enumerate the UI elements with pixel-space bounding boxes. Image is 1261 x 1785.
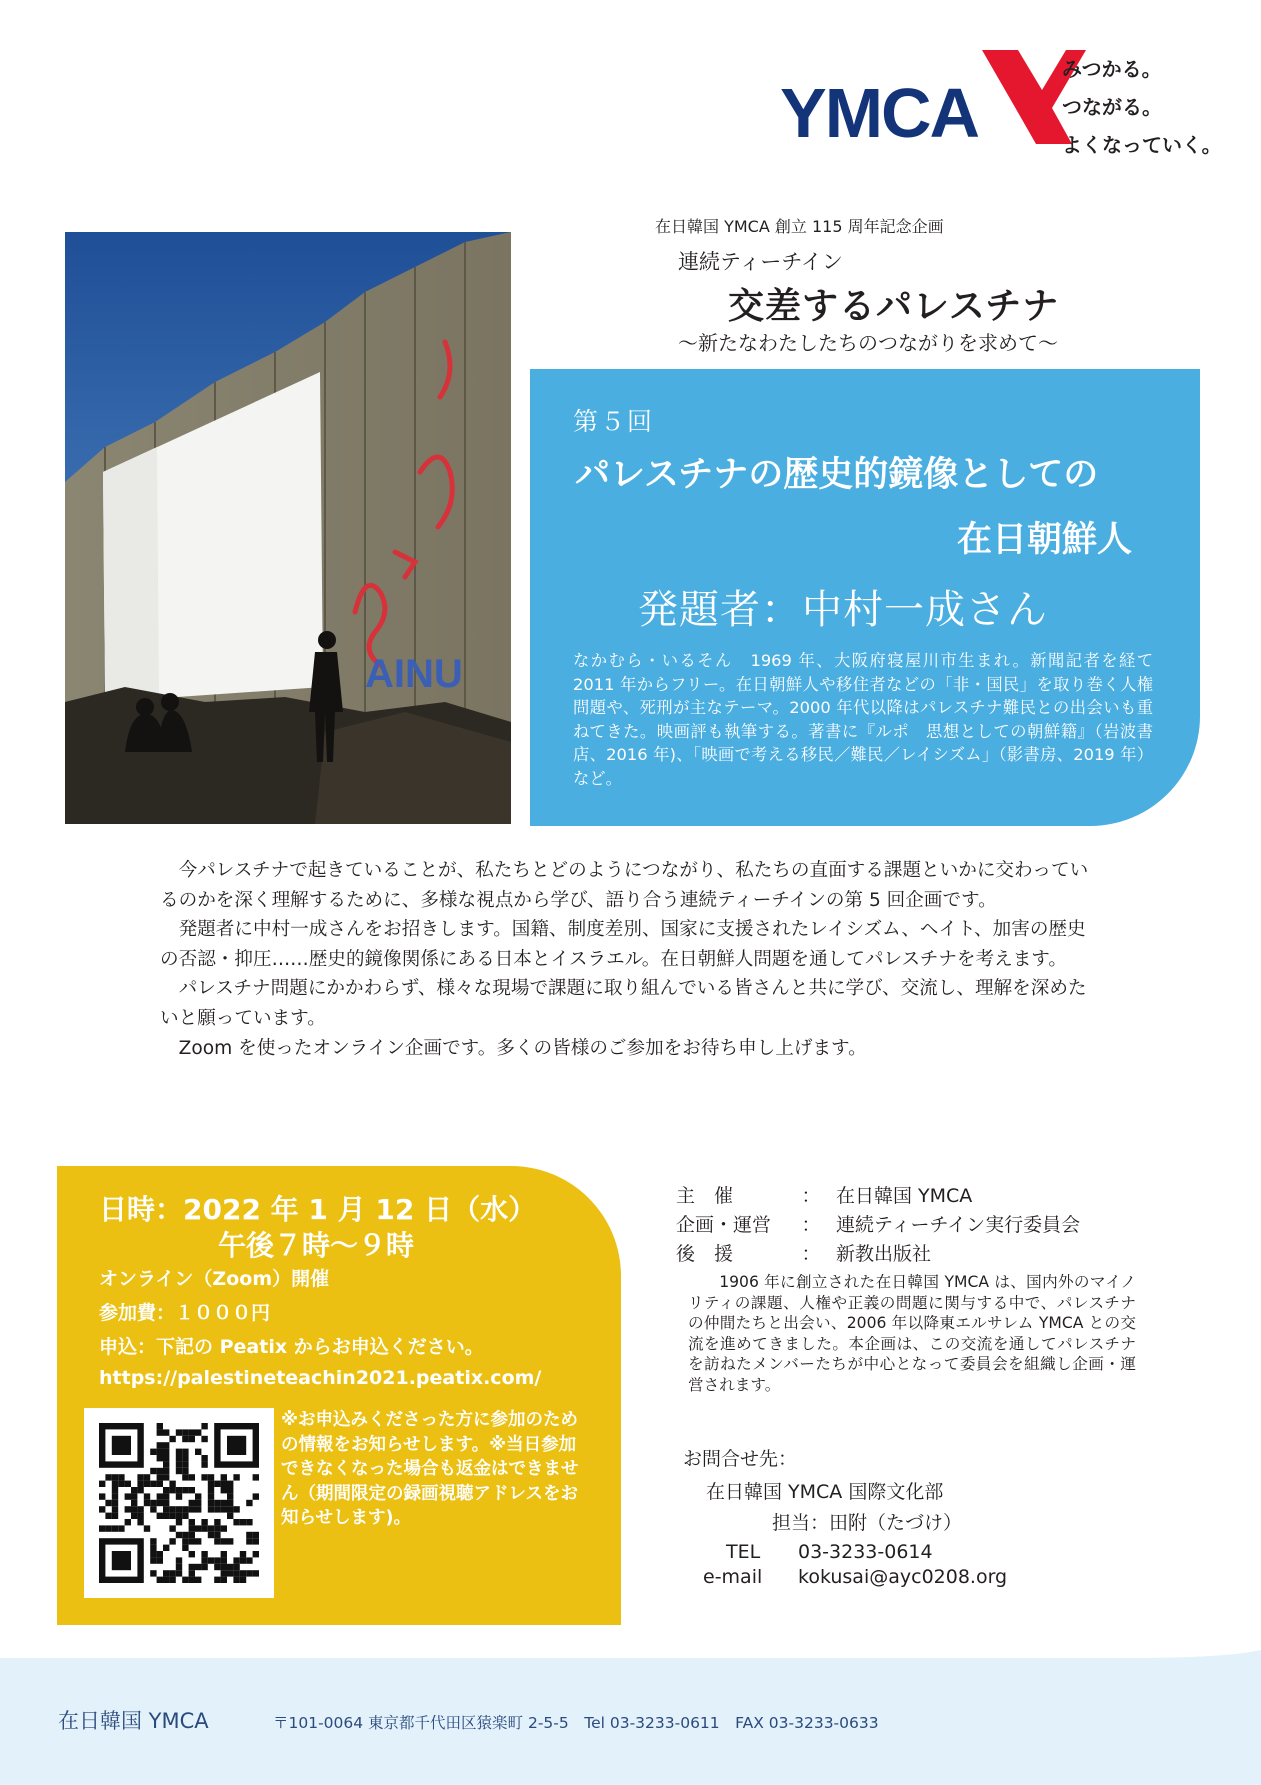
intro-paragraph: 今パレスチナで起きていることが、私たちとどのようにつながり、私たちの直面する課題といかに交わっているのかを深く理解するために、多様な視点から学び、語り合う連続ティーチインの第 5 回企画です。 [160,860,1089,911]
ymca-tagline [1062,50,1222,164]
organizer-colon: ： [801,1243,821,1265]
organizer-role: 後 援 [676,1243,734,1265]
peatix-link[interactable]: https://palestineteachin2021.peatix.com/ [99,1367,542,1389]
tel-number[interactable]: 03-3233-0614 [798,1541,933,1563]
series-subtitle: 〜新たなわたしたちのつながりを求めて〜 [678,331,1058,355]
registration-note: ※お申込みくださった方に参加のための情報をお知らせします。※当日参加できなくなった場合も返金はできません（期間限定の録画視聴アドレスをお知らせします)。 [281,1410,579,1528]
event-apply: 申込：下記の Peatix からお申込ください。 [99,1336,484,1358]
organizer-name: 在日韓国 YMCA [836,1185,973,1207]
event-date: 日時：2022 年 1 月 12 日（水） [99,1193,537,1226]
contact-department: 在日韓国 YMCA 国際文化部 [706,1481,944,1503]
event-time: 午後７時〜９時 [218,1229,415,1262]
organizer-role: 主 催 [676,1185,734,1207]
qr-code[interactable] [84,1408,274,1598]
organizer-role: 企画・運営 [676,1214,772,1236]
organization-description [688,1272,1136,1395]
separation-wall-photo [65,232,511,824]
contact-person: 担当：田附（たづけ） [772,1512,963,1534]
ymca-logo-word: YMCA [780,74,979,152]
organizer-colon: ： [801,1214,821,1236]
series-title: 交差するパレスチナ [728,286,1060,327]
series-label: 連続ティーチイン [678,250,843,274]
intro-paragraph: Zoom を使ったオンライン企画です。多くの皆様のご参加をお待ち申し上げます。 [178,1037,867,1059]
intro-paragraph: パレスチナ問題にかかわらず、様々な現場で課題に取り組んでいる皆さんと共に学び、交流し、理解を深めたいと願っています。 [160,978,1087,1029]
intro-text [160,856,1103,1063]
organizer-row [676,1240,1080,1269]
organizer-colon: ： [801,1185,821,1207]
lecture-title-line-1: パレスチナの歴史的鏡像としての [575,455,1099,495]
event-venue: オンライン（Zoom）開催 [99,1268,330,1290]
footer-organization: 在日韓国 YMCA [58,1709,209,1733]
organization-description-text: 1906 年に創立された在日韓国 YMCA は、国内外のマイノリティの課題、人権や正義の問題に関与する中で、パレスチナの仲間たちと出会い、2006 年以降東エルサレム YMCA との交流を進めてきました。本企画は、この交流を通してパレスチナを訪ねたメンバーたちが中心となって委員会を組織し企画・運営されます。 [688,1273,1136,1394]
speaker-bio: なかむら・いるそん 1969 年、大阪府寝屋川市生まれ。新聞記者を経て 2011 年からフリー。在日朝鮮人や移住者などの「非・国民」を取り巻く人権問題や、死刑が主なテーマ。2000 年代以降はパレスチナ難民との出会いも重ねてきた。映画評も執筆する。著書に『ルポ 思想としての朝鮮籍』（岩波書店、2016 年)、「映画で考える移民／難民／レイシズム」（影書房、2019 年）など。 [573,651,1153,788]
contact-heading: お問合せ先： [683,1448,798,1470]
qr-code-icon [84,1408,274,1598]
anniversary-label: 在日韓国 YMCA 創立 115 周年記念企画 [655,217,944,236]
organizer-row [676,1211,1080,1240]
episode-number: 第５回 [573,407,655,436]
organizer-list [676,1182,1080,1269]
organizer-name: 新教出版社 [836,1243,932,1265]
organizer-name: 連続ティーチイン実行委員会 [836,1214,1081,1236]
organizer-row [676,1182,1080,1211]
email-address[interactable]: kokusai@ayc0208.org [798,1566,1008,1588]
event-fee: 参加費：１０００円 [99,1302,271,1324]
lecture-title-line-2: 在日朝鮮人 [957,520,1133,560]
footer-address: 〒101-0064 東京都千代田区猿楽町 2-5-5 Tel 03-3233-0611 FAX 03-3233-0633 [273,1714,879,1732]
tel-label: TEL [726,1541,761,1563]
tagline-line-3: よくなっていく。 [1062,133,1222,157]
intro-paragraph: 発題者に中村一成さんをお招きします。国籍、制度差別、国家に支援されたレイシズム、ヘイト、加害の歴史の否認・抑圧……歴史的鏡像関係にある日本とイスラエル。在日朝鮮人問題を通してパレスチナを考えます。 [160,919,1086,970]
email-label: e-mail [703,1566,763,1588]
svg-text:AINU: AINU [365,652,463,696]
speaker-name: 発題者：中村一成さん [638,587,1048,633]
tagline-line-1: みつかる。 [1062,57,1162,81]
tagline-line-2: つながる。 [1062,95,1162,119]
